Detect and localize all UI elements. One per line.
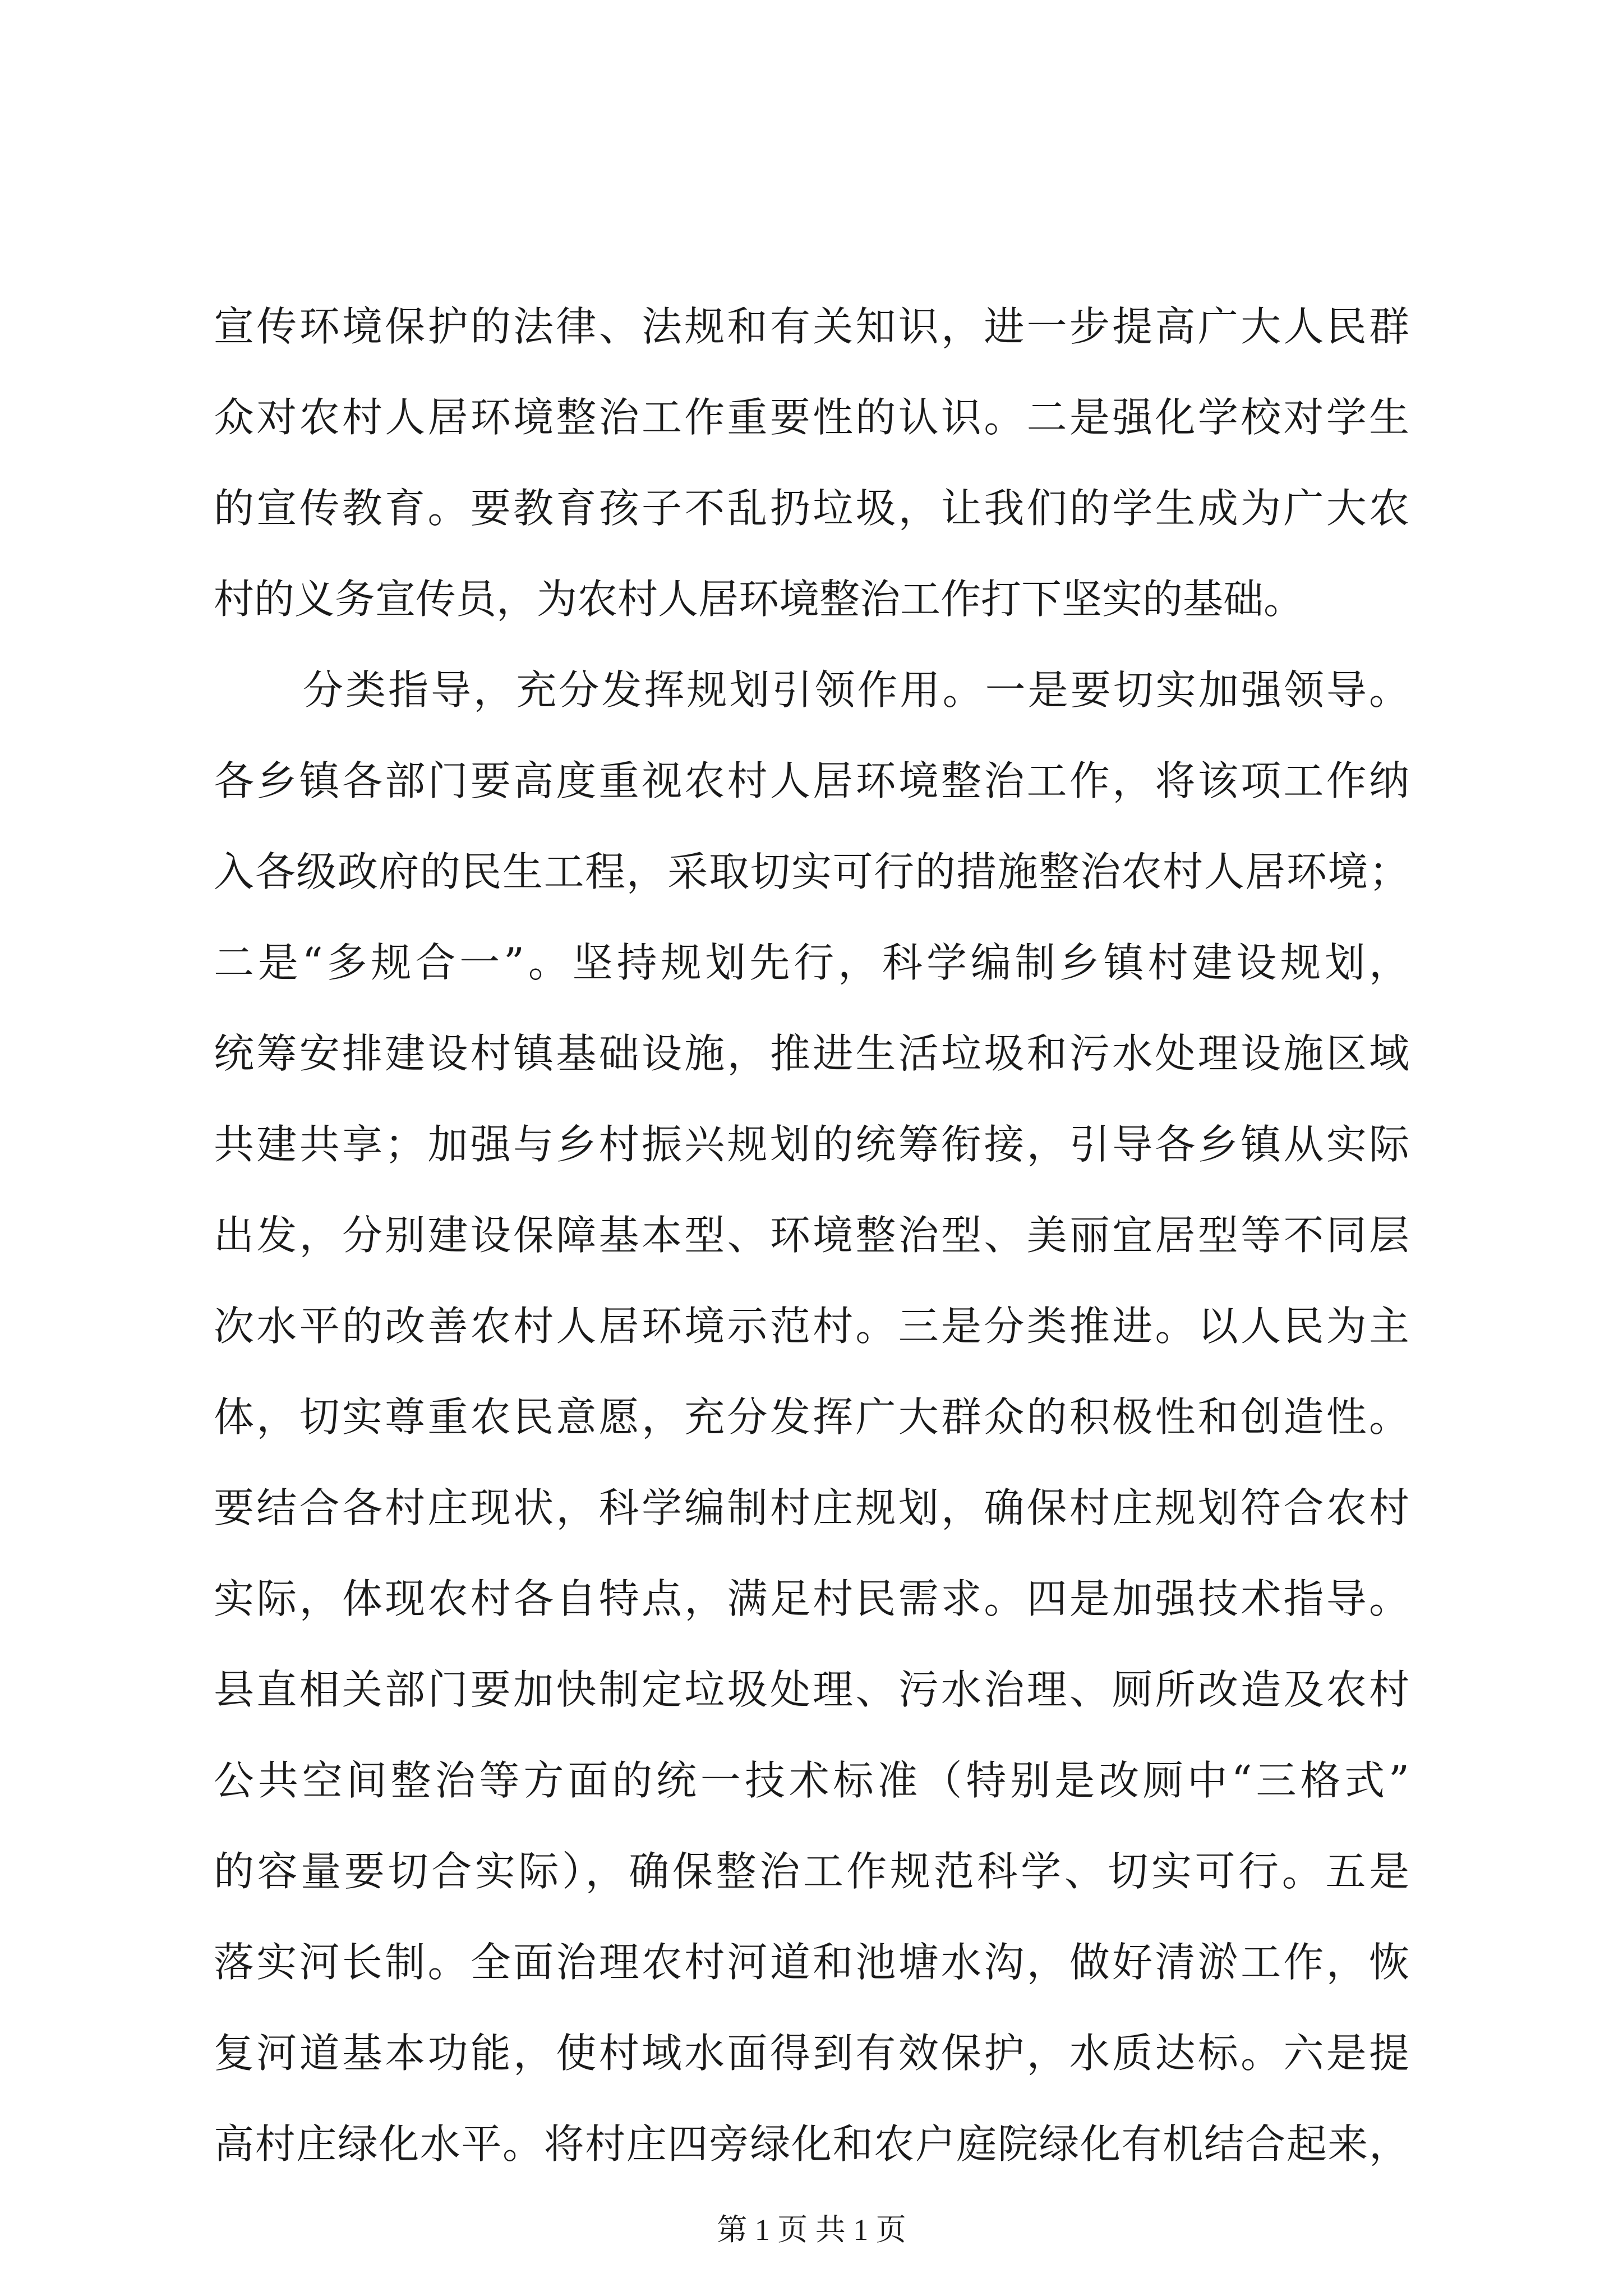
text-line: 共建共享；加强与乡村振兴规划的统筹衔接，引导各乡镇从实际 xyxy=(214,1121,1409,1168)
text-line: 二是“多规合一”。坚持规划先行，科学编制乡镇村建设规划， xyxy=(214,939,1409,986)
text-line: 复河道基本功能，使村域水面得到有效保护，水质达标。六是提 xyxy=(214,2030,1409,2077)
text-line: 村的义务宣传员，为农村人居环境整治工作打下坚实的基础。 xyxy=(214,576,1304,623)
text-line: 落实河长制。全面治理农村河道和池塘水沟，做好清淤工作，恢 xyxy=(214,1939,1409,1986)
text-line: 县直相关部门要加快制定垃圾处理、污水治理、厕所改造及农村 xyxy=(214,1666,1409,1713)
text-line: 统筹安排建设村镇基础设施，推进生活垃圾和污水处理设施区域 xyxy=(214,1030,1409,1077)
text-line: 实际，体现农村各自特点，满足村民需求。四是加强技术指导。 xyxy=(214,1575,1409,1622)
text-line: 次水平的改善农村人居环境示范村。三是分类推进。以人民为主 xyxy=(214,1303,1409,1350)
text-line: 要结合各村庄现状，科学编制村庄规划，确保村庄规划符合农村 xyxy=(214,1484,1409,1531)
text-line: 的容量要切合实际），确保整治工作规范科学、切实可行。五是 xyxy=(214,1848,1409,1895)
text-line: 高村庄绿化水平。将村庄四旁绿化和农户庭院绿化有机结合起来， xyxy=(214,2120,1409,2168)
text-line: 体，切实尊重农民意愿，充分发挥广大群众的积极性和创造性。 xyxy=(214,1393,1409,1441)
text-line: 的宣传教育。要教育孩子不乱扔垃圾，让我们的学生成为广大农 xyxy=(214,485,1409,532)
text-line: 宣传环境保护的法律、法规和有关知识，进一步提高广大人民群 xyxy=(214,303,1409,350)
page-footer: 第 1 页 共 1 页 xyxy=(717,2213,906,2247)
paragraph-first-line: 分类指导，充分发挥规划引领作用。一是要切实加强领导。 xyxy=(303,666,1409,714)
text-line: 公共空间整治等方面的统一技术标准（特别是改厕中“三格式” xyxy=(214,1757,1409,1804)
text-line: 众对农村人居环境整治工作重要性的认识。二是强化学校对学生 xyxy=(214,394,1409,441)
text-line: 各乡镇各部门要高度重视农村人居环境整治工作，将该项工作纳 xyxy=(214,757,1409,804)
text-line: 出发，分别建设保障基本型、环境整治型、美丽宜居型等不同层 xyxy=(214,1212,1409,1259)
text-line: 入各级政府的民生工程，采取切实可行的措施整治农村人居环境； xyxy=(214,848,1409,895)
